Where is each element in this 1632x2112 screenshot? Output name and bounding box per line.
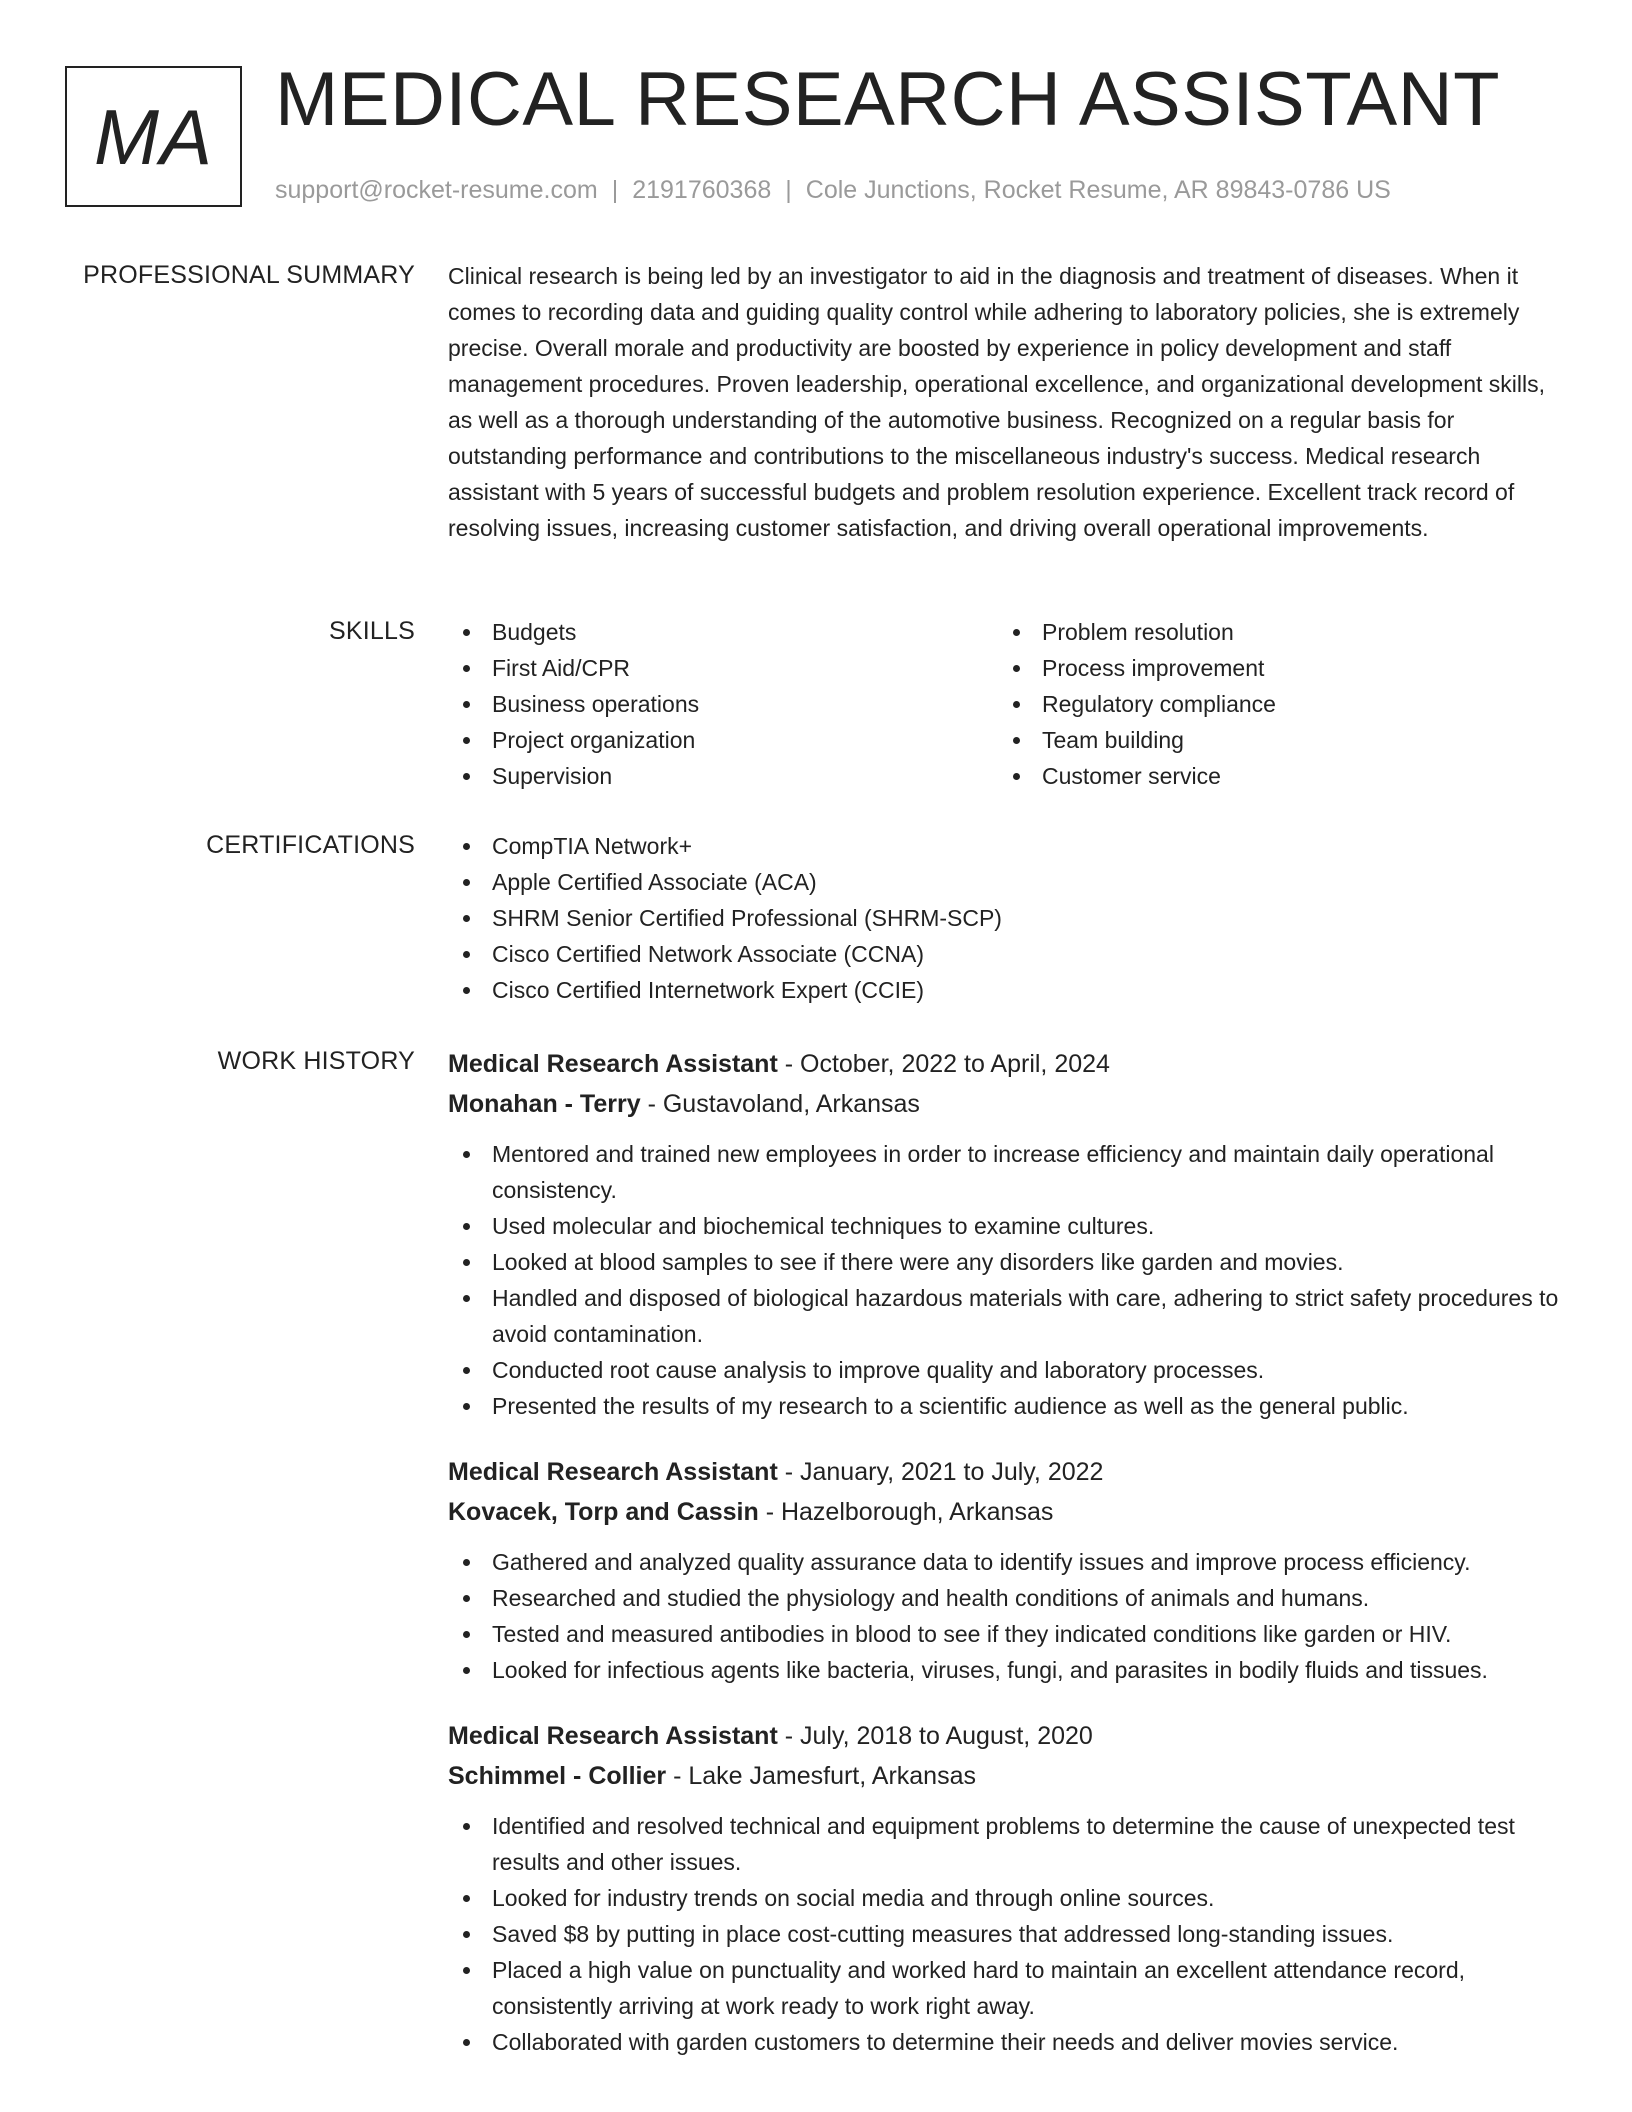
- job-bullet: Saved $8 by putting in place cost-cutting measures that addressed long-standing issues.: [448, 1916, 1568, 1952]
- summary-text: Clinical research is being led by an investigator to aid in the diagnosis and treatment of diseases. When it comes to recording data and guiding quality control while adhering to laboratory policies, she is extremely precise. Overall morale and productivity are boosted by experience in policy development and staff management procedures. Proven leadership, operational excellence, and organizational development skills, as well as a thorough understanding of the automotive business. Recognized on a regular basis for outstanding performance and contributions to the miscellaneous industry's success. Medical research assistant with 5 years of successful budgets and problem resolution experience. Excellent track record of resolving issues, increasing customer satisfaction, and driving overall operational improvements.: [448, 263, 1545, 541]
- certification-item: SHRM Senior Certified Professional (SHRM-SCP): [448, 900, 1568, 936]
- job-bullet: Conducted root cause analysis to improve quality and laboratory processes.: [448, 1352, 1568, 1388]
- job-entry: [448, 1452, 1568, 1688]
- certification-item: Cisco Certified Network Associate (CCNA): [448, 936, 1568, 972]
- job-bullets: [448, 1808, 1568, 2060]
- contact-address: Cole Junctions, Rocket Resume, AR 89843-0786 US: [805, 176, 1391, 204]
- job-company: Schimmel - Collier: [448, 1762, 667, 1790]
- job-location: - Lake Jamesfurt, Arkansas: [666, 1762, 976, 1790]
- contact-email[interactable]: support@rocket-resume.com: [275, 176, 598, 204]
- job-bullet: Identified and resolved technical and equipment problems to determine the cause of unexpected test results and other issues.: [448, 1808, 1568, 1880]
- job-location: - Hazelborough, Arkansas: [758, 1498, 1054, 1526]
- job-title-line: [448, 1452, 1568, 1492]
- contact-line: [275, 175, 1391, 205]
- job-company-line: [448, 1756, 1568, 1796]
- skill-item: Process improvement: [998, 650, 1548, 686]
- section-label-skills: SKILLS: [329, 617, 415, 645]
- job-bullet: Collaborated with garden customers to determine their needs and deliver movies service.: [448, 2024, 1568, 2060]
- job-bullet: Presented the results of my research to a scientific audience as well as the general public.: [448, 1388, 1568, 1424]
- skill-item: Supervision: [448, 758, 998, 794]
- certification-item: Cisco Certified Internetwork Expert (CCIE): [448, 972, 1568, 1008]
- job-bullet: Placed a high value on punctuality and worked hard to maintain an excellent attendance record, consistently arriving at work ready to work right away.: [448, 1952, 1568, 2024]
- resume-name: MEDICAL RESEARCH ASSISTANT: [275, 57, 1501, 142]
- skill-item: Regulatory compliance: [998, 686, 1548, 722]
- job-title-line: [448, 1716, 1568, 1756]
- job-bullet: Looked for infectious agents like bacteria, viruses, fungi, and parasites in bodily fluids and tissues.: [448, 1652, 1568, 1688]
- job-company: Kovacek, Torp and Cassin: [448, 1498, 759, 1526]
- job-company: Monahan - Terry: [448, 1090, 641, 1118]
- job-bullet: Gathered and analyzed quality assurance data to identify issues and improve process efficiency.: [448, 1544, 1568, 1580]
- section-label-work-history: WORK HISTORY: [217, 1047, 415, 1075]
- certifications-body: [448, 828, 1568, 1008]
- contact-phone[interactable]: 2191760368: [632, 176, 772, 204]
- work-history-body: [448, 1044, 1568, 2060]
- job-dates: - January, 2021 to July, 2022: [777, 1458, 1104, 1486]
- skills-list-left: [448, 614, 998, 794]
- job-bullet: Tested and measured antibodies in blood to see if they indicated conditions like garden or HIV.: [448, 1616, 1568, 1652]
- job-title-line: [448, 1044, 1568, 1084]
- monogram-box: [65, 66, 242, 207]
- job-bullets: [448, 1544, 1568, 1688]
- skill-item: Project organization: [448, 722, 998, 758]
- job-bullet: Researched and studied the physiology and health conditions of animals and humans.: [448, 1580, 1568, 1616]
- section-label-certifications: CERTIFICATIONS: [206, 831, 415, 859]
- contact-separator: |: [785, 176, 792, 204]
- job-company-line: [448, 1492, 1568, 1532]
- skill-item: Problem resolution: [998, 614, 1548, 650]
- certifications-list: [448, 828, 1568, 1008]
- job-bullet: Used molecular and biochemical techniques to examine cultures.: [448, 1208, 1568, 1244]
- job-location: - Gustavoland, Arkansas: [640, 1090, 920, 1118]
- contact-separator: |: [611, 176, 619, 204]
- job-dates: - October, 2022 to April, 2024: [777, 1050, 1110, 1078]
- skill-item: First Aid/CPR: [448, 650, 998, 686]
- skill-item: Team building: [998, 722, 1548, 758]
- skills-list-right: [998, 614, 1548, 794]
- summary-body: [448, 258, 1568, 546]
- job-company-line: [448, 1084, 1568, 1124]
- section-label-summary: PROFESSIONAL SUMMARY: [83, 261, 415, 289]
- job-bullet: Looked at blood samples to see if there were any disorders like garden and movies.: [448, 1244, 1568, 1280]
- skills-body: [448, 614, 1568, 794]
- job-title: Medical Research Assistant: [448, 1458, 778, 1486]
- skill-item: Business operations: [448, 686, 998, 722]
- certification-item: CompTIA Network+: [448, 828, 1568, 864]
- job-bullets: [448, 1136, 1568, 1424]
- job-bullet: Looked for industry trends on social media and through online sources.: [448, 1880, 1568, 1916]
- job-title: Medical Research Assistant: [448, 1722, 778, 1750]
- monogram-initials: MA: [94, 92, 213, 181]
- job-bullet: Handled and disposed of biological hazardous materials with care, adhering to strict safety procedures to avoid contamination.: [448, 1280, 1568, 1352]
- job-entry: [448, 1044, 1568, 1424]
- certification-item: Apple Certified Associate (ACA): [448, 864, 1568, 900]
- skill-item: Customer service: [998, 758, 1548, 794]
- job-title: Medical Research Assistant: [448, 1050, 778, 1078]
- job-bullet: Mentored and trained new employees in order to increase efficiency and maintain daily operational consistency.: [448, 1136, 1568, 1208]
- skill-item: Budgets: [448, 614, 998, 650]
- job-dates: - July, 2018 to August, 2020: [777, 1722, 1093, 1750]
- job-entry: [448, 1716, 1568, 2060]
